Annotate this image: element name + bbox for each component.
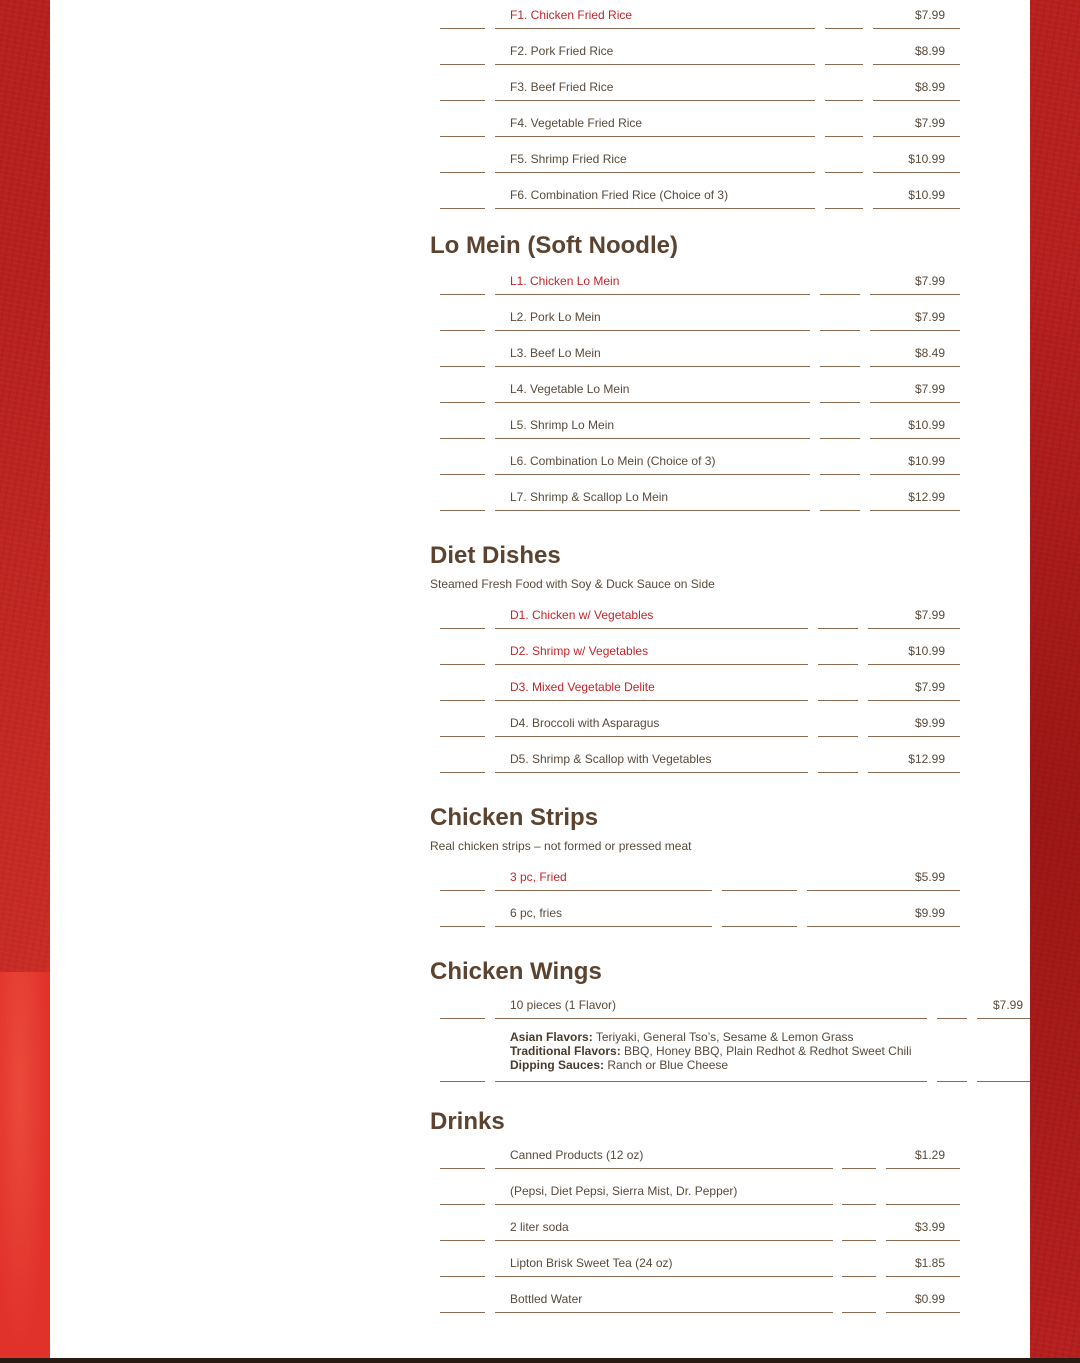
menu-item-price: $7.99 xyxy=(914,274,945,288)
menu-item-row xyxy=(430,72,1030,108)
menu-item-name: 6 pc, fries xyxy=(510,906,563,920)
cell-line xyxy=(873,172,960,173)
menu-item-name: F6. Combination Fried Rice (Choice of 3) xyxy=(510,188,729,202)
cell-line xyxy=(842,1168,876,1169)
cell-line xyxy=(440,294,485,295)
cell-line xyxy=(440,330,485,331)
cell-line xyxy=(495,474,810,475)
cell-line xyxy=(820,402,860,403)
menu-item-price: $10.99 xyxy=(908,644,945,658)
cell-line xyxy=(495,1018,927,1019)
cell-line xyxy=(825,172,863,173)
section-title-wings: Chicken Wings xyxy=(430,958,602,985)
menu-item-row xyxy=(430,482,1030,518)
asian-flavors-label: Asian Flavors: xyxy=(510,1030,593,1044)
drinks-list xyxy=(430,1140,1030,1320)
cell-line xyxy=(440,1276,485,1277)
dipping-sauces-label: Dipping Sauces: xyxy=(510,1058,605,1072)
menu-item-name: 2 liter soda xyxy=(510,1220,569,1234)
cell-line xyxy=(842,1240,876,1241)
menu-item-price: $1.85 xyxy=(914,1256,945,1270)
cell-line xyxy=(870,510,960,511)
cell-line xyxy=(440,172,485,173)
cell-line xyxy=(825,208,863,209)
cell-line xyxy=(886,1276,960,1277)
menu-item-row xyxy=(430,338,1030,374)
menu-item-row xyxy=(430,266,1030,302)
cell-line xyxy=(440,664,485,665)
cell-line xyxy=(820,366,860,367)
menu-item-name-link[interactable]: D1. Chicken w/ Vegetables xyxy=(510,608,654,622)
menu-item-row xyxy=(430,708,1030,744)
menu-item-name-link[interactable]: D3. Mixed Vegetable Delite xyxy=(510,680,655,694)
cell-line xyxy=(495,1168,833,1169)
menu-item-row xyxy=(430,744,1030,780)
menu-item-price: $8.49 xyxy=(914,346,945,360)
menu-item-price: $8.99 xyxy=(914,44,945,58)
menu-item-price: $12.99 xyxy=(908,490,945,504)
menu-item-price: $1.29 xyxy=(914,1148,945,1162)
menu-item-row xyxy=(430,374,1030,410)
cell-line xyxy=(870,366,960,367)
cell-line xyxy=(818,772,858,773)
cell-line xyxy=(868,736,960,737)
cell-line xyxy=(873,136,960,137)
menu-item-row xyxy=(430,600,1030,636)
cell-line xyxy=(820,330,860,331)
cell-line xyxy=(886,1204,960,1205)
fried-rice-list xyxy=(430,0,1030,216)
cell-line xyxy=(440,926,485,927)
menu-item-name: F2. Pork Fried Rice xyxy=(510,44,614,58)
menu-item-name-link[interactable]: F1. Chicken Fried Rice xyxy=(510,8,633,22)
section-title-strips: Chicken Strips xyxy=(430,804,599,831)
cell-line xyxy=(495,208,815,209)
cell-line xyxy=(818,628,858,629)
cell-line xyxy=(495,100,815,101)
cell-line xyxy=(440,100,485,101)
traditional-flavors-value: BBQ, Honey BBQ, Plain Redhot & Redhot Sweet Chili xyxy=(620,1044,912,1058)
menu-item-row xyxy=(430,1176,1030,1212)
menu-item-name: D4. Broccoli with Asparagus xyxy=(510,716,660,730)
menu-item-row xyxy=(430,990,1030,1026)
cell-line xyxy=(825,100,863,101)
menu-item-row xyxy=(430,898,1030,934)
menu-item-row xyxy=(430,1248,1030,1284)
cell-line xyxy=(820,294,860,295)
cell-line xyxy=(818,700,858,701)
cell-line xyxy=(495,1081,927,1082)
background-texture xyxy=(0,972,50,1363)
wings-list xyxy=(430,990,1030,1026)
menu-item-price: $10.99 xyxy=(908,454,945,468)
wings-flavors xyxy=(510,1030,912,1072)
cell-line xyxy=(842,1276,876,1277)
cell-line xyxy=(495,1276,833,1277)
cell-line xyxy=(886,1168,960,1169)
menu-item-price: $7.99 xyxy=(914,608,945,622)
cell-line xyxy=(868,628,960,629)
cell-line xyxy=(886,1240,960,1241)
menu-item-name: Bottled Water xyxy=(510,1292,583,1306)
cell-line xyxy=(873,100,960,101)
cell-line xyxy=(818,736,858,737)
section-title-drinks: Drinks xyxy=(430,1108,505,1135)
cell-line xyxy=(495,1240,833,1241)
menu-item-row xyxy=(430,144,1030,180)
diet-description: Steamed Fresh Food with Soy & Duck Sauce on Side xyxy=(430,577,715,591)
menu-item-name-link[interactable]: 3 pc, Fried xyxy=(510,870,567,884)
cell-line xyxy=(825,136,863,137)
strips-description: Real chicken strips – not formed or pressed meat xyxy=(430,839,692,853)
menu-item-price: $9.99 xyxy=(914,906,945,920)
cell-line xyxy=(495,136,815,137)
menu-item-price: $7.99 xyxy=(992,998,1023,1012)
cell-line xyxy=(440,366,485,367)
cell-line xyxy=(842,1204,876,1205)
menu-content xyxy=(430,0,1030,1320)
menu-item-price: $5.99 xyxy=(914,870,945,884)
menu-item-name: L4. Vegetable Lo Mein xyxy=(510,382,630,396)
menu-item-price: $7.99 xyxy=(914,310,945,324)
cell-line xyxy=(977,1081,1030,1082)
cell-line xyxy=(495,294,810,295)
cell-line xyxy=(807,926,960,927)
menu-item-price: $10.99 xyxy=(908,418,945,432)
menu-item-name: L6. Combination Lo Mein (Choice of 3) xyxy=(510,454,716,468)
cell-line xyxy=(873,28,960,29)
menu-item-row xyxy=(430,1140,1030,1176)
cell-line xyxy=(820,510,860,511)
cell-line xyxy=(440,438,485,439)
cell-line xyxy=(825,28,863,29)
cell-line xyxy=(842,1312,876,1313)
cell-line xyxy=(440,890,485,891)
cell-line xyxy=(495,28,815,29)
menu-item-name: D5. Shrimp & Scallop with Vegetables xyxy=(510,752,712,766)
menu-item-name: F4. Vegetable Fried Rice xyxy=(510,116,643,130)
menu-item-price: $0.99 xyxy=(914,1292,945,1306)
cell-line xyxy=(495,366,810,367)
cell-line xyxy=(495,330,810,331)
cell-line xyxy=(807,890,960,891)
cell-line xyxy=(495,664,808,665)
cell-line xyxy=(440,1240,485,1241)
menu-item-row xyxy=(430,36,1030,72)
menu-item-row xyxy=(430,636,1030,672)
menu-item-price: $7.99 xyxy=(914,382,945,396)
diet-list xyxy=(430,600,1030,780)
cell-line xyxy=(722,926,797,927)
cell-line xyxy=(937,1018,967,1019)
menu-item-name: L3. Beef Lo Mein xyxy=(510,346,601,360)
menu-item-name: F5. Shrimp Fried Rice xyxy=(510,152,627,166)
menu-item-price: $10.99 xyxy=(908,152,945,166)
cell-line xyxy=(440,1204,485,1205)
menu-item-name: F3. Beef Fried Rice xyxy=(510,80,614,94)
cell-line xyxy=(868,772,960,773)
cell-line xyxy=(440,208,485,209)
menu-page xyxy=(50,0,1030,1360)
menu-item-row xyxy=(430,180,1030,216)
cell-line xyxy=(495,438,810,439)
cell-line xyxy=(440,64,485,65)
asian-flavors-value: Teriyaki, General Tso’s, Sesame & Lemon Grass xyxy=(592,1030,854,1044)
cell-line xyxy=(440,136,485,137)
menu-item-row xyxy=(430,672,1030,708)
cell-line xyxy=(868,664,960,665)
cell-line xyxy=(495,172,815,173)
cell-line xyxy=(495,736,808,737)
menu-item-name-link[interactable]: L1. Chicken Lo Mein xyxy=(510,274,620,288)
cell-line xyxy=(495,64,815,65)
cell-line xyxy=(440,736,485,737)
menu-item-row xyxy=(430,862,1030,898)
cell-line xyxy=(495,700,808,701)
menu-item-price: $7.99 xyxy=(914,680,945,694)
cell-line xyxy=(440,510,485,511)
cell-line xyxy=(440,402,485,403)
cell-line xyxy=(440,1168,485,1169)
traditional-flavors-label: Traditional Flavors: xyxy=(510,1044,621,1058)
menu-item-price: $3.99 xyxy=(914,1220,945,1234)
menu-item-row xyxy=(430,0,1030,36)
cell-line xyxy=(495,926,712,927)
cell-line xyxy=(440,700,485,701)
cell-line xyxy=(818,664,858,665)
cell-line xyxy=(495,628,808,629)
menu-item-price: $10.99 xyxy=(908,188,945,202)
cell-line xyxy=(937,1081,967,1082)
menu-item-name: L5. Shrimp Lo Mein xyxy=(510,418,615,432)
menu-item-price: $7.99 xyxy=(914,8,945,22)
section-title-lo-mein: Lo Mein (Soft Noodle) xyxy=(430,232,678,259)
cell-line xyxy=(886,1312,960,1313)
cell-line xyxy=(440,772,485,773)
cell-line xyxy=(440,28,485,29)
cell-line xyxy=(440,1312,485,1313)
bottom-divider xyxy=(0,1358,1080,1363)
section-title-diet: Diet Dishes xyxy=(430,542,561,569)
cell-line xyxy=(825,64,863,65)
cell-line xyxy=(820,474,860,475)
menu-item-name: L7. Shrimp & Scallop Lo Mein xyxy=(510,490,669,504)
cell-line xyxy=(440,1081,485,1082)
menu-item-name: 10 pieces (1 Flavor) xyxy=(510,998,617,1012)
menu-item-row xyxy=(430,410,1030,446)
menu-item-price: $7.99 xyxy=(914,116,945,130)
menu-item-name: L2. Pork Lo Mein xyxy=(510,310,601,324)
cell-line xyxy=(495,1312,833,1313)
menu-item-price: $12.99 xyxy=(908,752,945,766)
cell-line xyxy=(495,890,712,891)
dipping-sauces-value: Ranch or Blue Cheese xyxy=(604,1058,729,1072)
cell-line xyxy=(440,474,485,475)
cell-line xyxy=(870,474,960,475)
menu-item-name: (Pepsi, Diet Pepsi, Sierra Mist, Dr. Pepper) xyxy=(510,1184,738,1198)
menu-item-row xyxy=(430,446,1030,482)
cell-line xyxy=(722,890,797,891)
menu-item-row xyxy=(430,1212,1030,1248)
menu-item-price: $8.99 xyxy=(914,80,945,94)
menu-item-row xyxy=(430,108,1030,144)
cell-line xyxy=(873,64,960,65)
cell-line xyxy=(870,294,960,295)
cell-line xyxy=(868,700,960,701)
cell-line xyxy=(440,1018,485,1019)
cell-line xyxy=(873,208,960,209)
menu-item-name: Lipton Brisk Sweet Tea (24 oz) xyxy=(510,1256,673,1270)
cell-line xyxy=(495,1204,833,1205)
cell-line xyxy=(495,510,810,511)
lo-mein-list xyxy=(430,266,1030,518)
cell-line xyxy=(870,402,960,403)
menu-item-row xyxy=(430,1284,1030,1320)
menu-item-name: Canned Products (12 oz) xyxy=(510,1148,644,1162)
menu-item-name-link[interactable]: D2. Shrimp w/ Vegetables xyxy=(510,644,649,658)
cell-line xyxy=(495,772,808,773)
cell-line xyxy=(495,402,810,403)
cell-line xyxy=(870,438,960,439)
cell-line xyxy=(820,438,860,439)
menu-item-price: $9.99 xyxy=(914,716,945,730)
cell-line xyxy=(977,1018,1030,1019)
cell-line xyxy=(870,330,960,331)
cell-line xyxy=(440,628,485,629)
strips-list xyxy=(430,862,1030,934)
menu-item-row xyxy=(430,302,1030,338)
wings-flavors-row xyxy=(430,1026,1030,1082)
